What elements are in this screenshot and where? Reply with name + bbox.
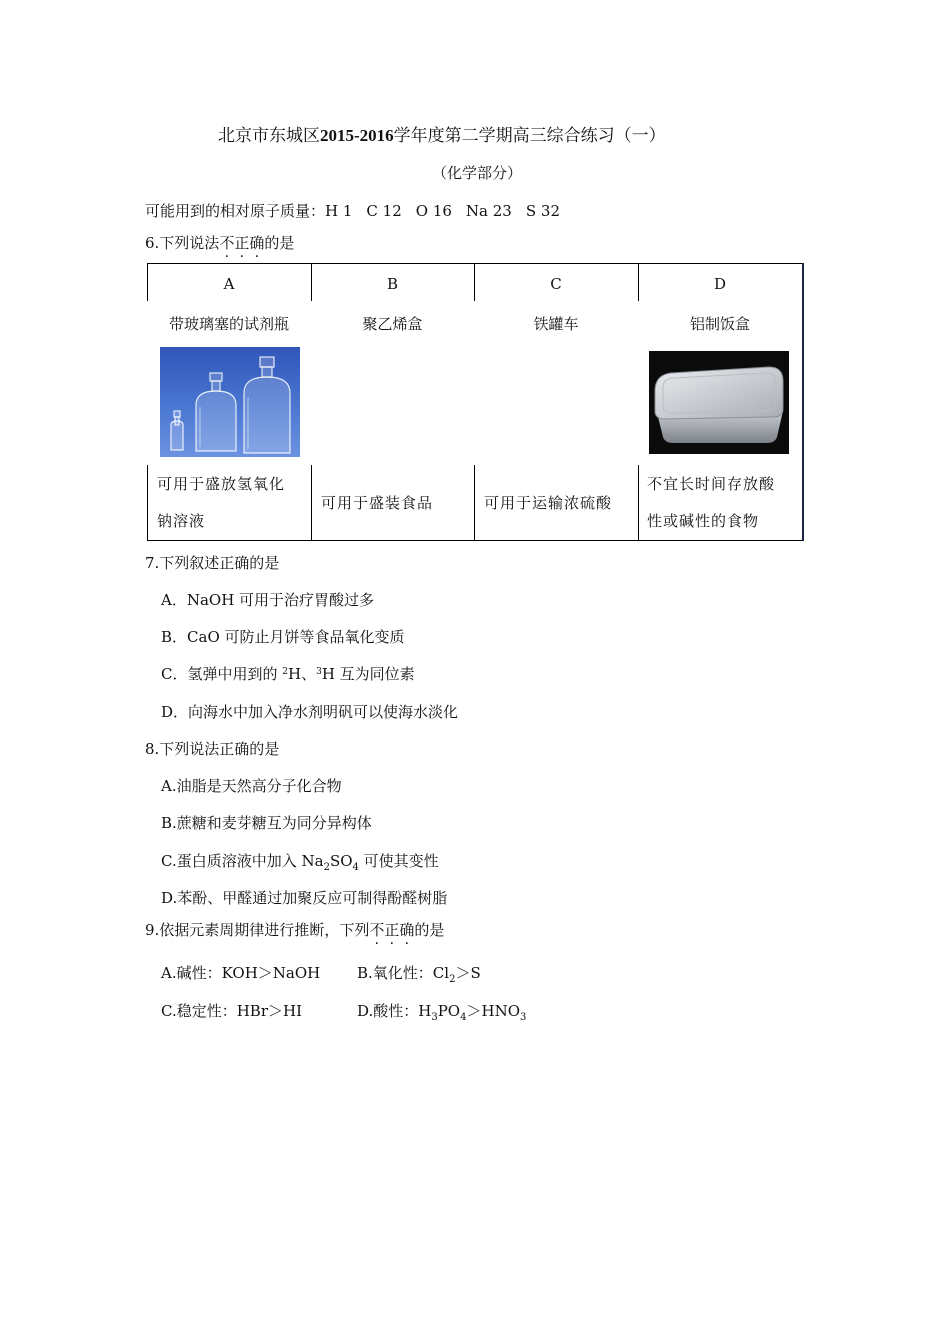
q9-option-a: A.碱性：KOH＞NaOH <box>161 964 321 982</box>
q6-desc-a <box>157 466 307 540</box>
q9-option-c: C.稳定性：HBr＞HI <box>161 1002 302 1020</box>
q9-option-b <box>357 962 481 985</box>
q6-desc-d-line2: 性或碱性的食物 <box>647 512 760 530</box>
q7-option-c-post: H 互为同位素 <box>321 665 415 683</box>
q6-header-d: D <box>713 275 727 293</box>
q6-item-b: 聚乙烯盒 <box>362 315 423 333</box>
q7-option-c-pre: C．氢弹中用到的 <box>161 665 283 683</box>
reagent-bottles-image <box>160 347 300 457</box>
q8-option-b: B.蔗糖和麦芽糖互为同分异构体 <box>161 814 372 832</box>
q6-desc-d-line1: 不宜长时间存放酸 <box>647 475 776 493</box>
q6-desc-d <box>647 466 797 540</box>
page-title <box>218 121 666 146</box>
q9-stem <box>145 919 444 940</box>
q6-desc-a-line2: 钠溶液 <box>157 512 206 530</box>
q9-stem-after: 的是 <box>414 921 445 939</box>
q6-item-a: 带玻璃塞的试剂瓶 <box>168 315 289 333</box>
q8-stem: 8.下列说法正确的是 <box>145 740 280 758</box>
q6-header-b: B <box>386 275 399 293</box>
q6-stem <box>145 232 294 253</box>
q6-stem-after: 的是 <box>264 234 295 252</box>
title-years: 2015-2016 <box>320 126 394 145</box>
q7-option-b: B．CaO 可防止月饼等食品氧化变质 <box>161 628 405 646</box>
q7-option-c-sup2: 3 <box>316 667 322 677</box>
q6-desc-c: 可用于运输浓硫酸 <box>484 494 613 512</box>
q9-option-d-sub2: 4 <box>460 1012 467 1023</box>
atomic-masses <box>145 200 560 221</box>
q9-emph-1: 不 <box>369 921 385 939</box>
q6-header-a: A <box>223 275 235 293</box>
q9-option-d-mid: PO <box>437 1002 461 1020</box>
q7-option-c-sup1: 2 <box>282 667 288 677</box>
q7-option-a: A．NaOH 可用于治疗胃酸过多 <box>161 591 375 609</box>
q6-emph-1: 不 <box>219 234 235 252</box>
q8-option-c-sub2: 4 <box>352 862 359 873</box>
q7-option-c <box>161 663 415 684</box>
q8-option-c <box>161 850 439 873</box>
q6-desc-b: 可用于盛装食品 <box>321 494 434 512</box>
title-prefix: 北京市东城区 <box>218 126 320 146</box>
q7-option-c-mid: H、 <box>287 665 317 683</box>
q6-item-c: 铁罐车 <box>533 315 579 333</box>
q8-option-c-pre: C.蛋白质溶液中加入 Na <box>161 852 324 870</box>
q9-option-d-mid2: ＞HNO <box>466 1002 520 1020</box>
q8-option-c-sub1: 2 <box>323 862 330 873</box>
q6-stem-before: 6.下列说法 <box>145 234 220 252</box>
q8-option-c-mid: SO <box>329 852 353 870</box>
q6-emph-3: 确 <box>249 234 265 252</box>
q7-stem: 7.下列叙述正确的是 <box>145 554 280 572</box>
q6-item-d: 铝制饭盒 <box>689 315 750 333</box>
q9-emph-3: 确 <box>399 921 415 939</box>
page-subtitle: （化学部分） <box>432 164 523 182</box>
q6-emph-2: 正 <box>234 234 250 252</box>
atomic-mass-na: Na 23 <box>465 202 512 220</box>
q9-option-b-sub: 2 <box>449 974 456 985</box>
q9-option-b-pre: B.氧化性：Cl <box>357 964 450 982</box>
atomic-mass-c: C 12 <box>366 202 402 220</box>
q8-option-a: A.油脂是天然高分子化合物 <box>161 777 342 795</box>
q9-option-d-sub1: 3 <box>431 1012 438 1023</box>
atomic-masses-label: 可能用到的相对原子质量： <box>145 202 326 220</box>
q9-option-d <box>357 1000 526 1023</box>
q8-option-d: D.苯酚、甲醛通过加聚反应可制得酚醛树脂 <box>161 889 448 907</box>
q6-desc-a-line1: 可用于盛放氢氧化 <box>157 475 286 493</box>
aluminum-lunch-box-image <box>649 351 789 454</box>
atomic-mass-o: O 16 <box>415 202 452 220</box>
q9-emph-2: 正 <box>384 921 400 939</box>
q9-option-d-sub3: 3 <box>520 1012 527 1023</box>
title-suffix: 学年度第二学期高三综合练习（一） <box>393 126 666 146</box>
atomic-mass-s: S 32 <box>525 202 560 220</box>
q8-option-c-post: 可使其变性 <box>358 852 439 870</box>
q7-option-d: D．向海水中加入净水剂明矾可以使海水淡化 <box>161 703 459 721</box>
q9-stem-before: 9.依据元素周期律进行推断，下列 <box>145 921 370 939</box>
q9-option-d-pre: D.酸性：H <box>357 1002 432 1020</box>
q6-header-c: C <box>550 275 562 293</box>
atomic-mass-h: H 1 <box>325 202 353 220</box>
q9-option-b-post: ＞S <box>455 964 481 982</box>
